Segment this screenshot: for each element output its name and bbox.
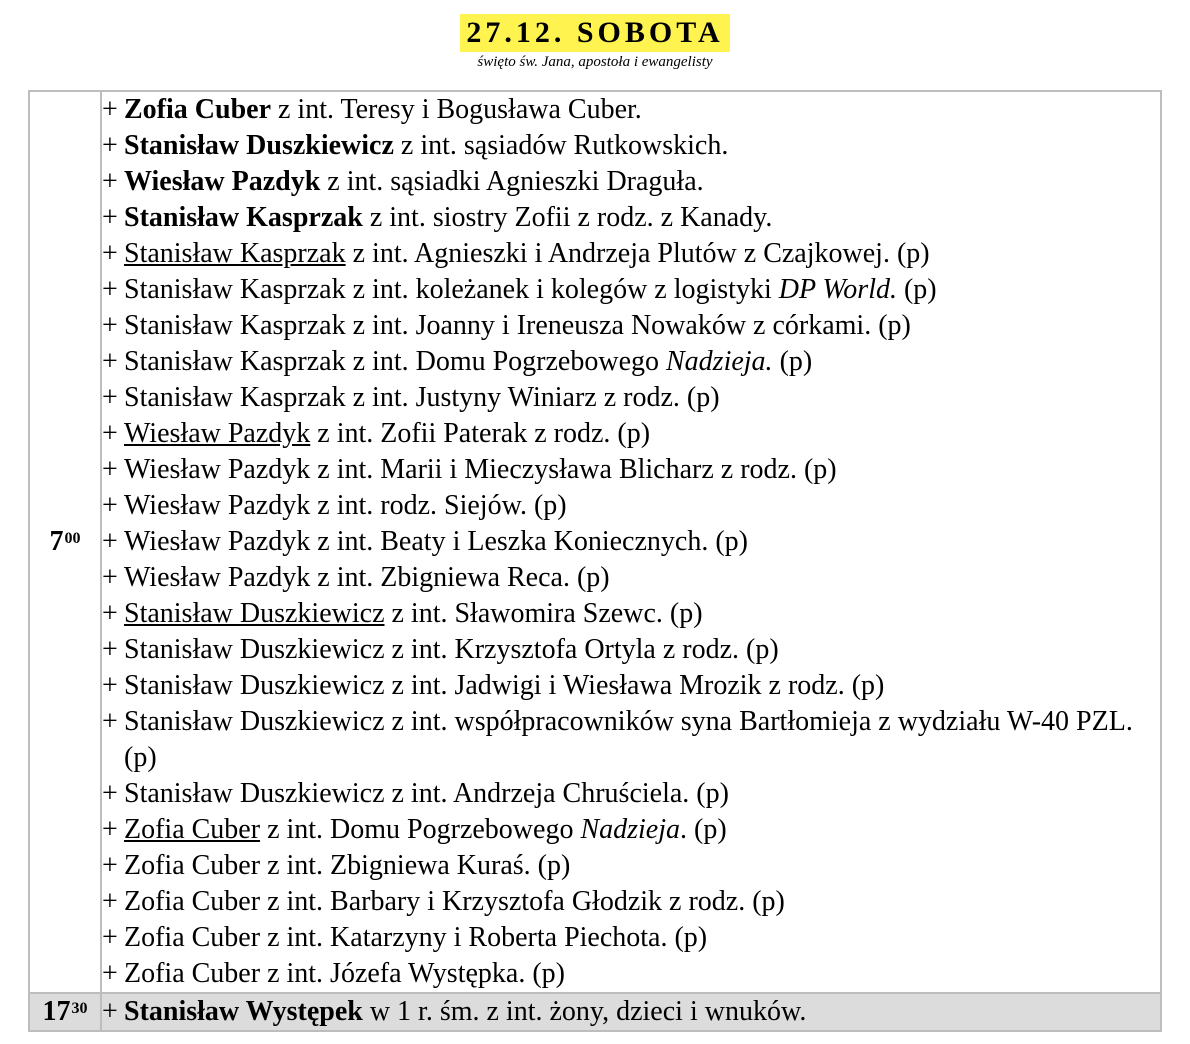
- intention-text: [124, 128, 1160, 164]
- intention-detail: z int. Beaty i Leszka Koniecznych. (p): [310, 526, 748, 557]
- deceased-name: Stanisław Kasprzak: [124, 346, 346, 377]
- deceased-name: Wiesław Pazdyk: [124, 454, 311, 485]
- intention-text: [124, 272, 1160, 308]
- intention-text: [124, 560, 1160, 596]
- deceased-name: Stanisław Występek: [124, 996, 363, 1027]
- cross-marker: +: [102, 670, 118, 701]
- cross-marker: +: [102, 778, 118, 809]
- intention-tail: (p): [896, 274, 937, 305]
- intention-detail: z int. Agnieszki i Andrzeja Plutów z Czajkowej. (p): [345, 238, 930, 269]
- cross-marker: +: [102, 886, 118, 917]
- cross-marker: +: [102, 814, 118, 845]
- deceased-name: Wiesław Pazdyk: [124, 166, 321, 197]
- intention-item: [102, 596, 1160, 632]
- intention-item: [102, 920, 1160, 956]
- cross-marker: +: [102, 526, 118, 557]
- deceased-name: Stanisław Duszkiewicz: [124, 670, 385, 701]
- intention-text: [124, 920, 1160, 956]
- intention-text: [124, 416, 1160, 452]
- intention-item: [102, 344, 1160, 380]
- page-subtitle: święto św. Jana, apostoła i ewangelisty: [477, 54, 713, 70]
- intention-item: [102, 848, 1160, 884]
- intention-text: [124, 704, 1160, 776]
- intention-detail: z int. Zbigniewa Kuraś. (p): [260, 850, 571, 881]
- page-title: 27.12. SOBOTA: [460, 14, 729, 52]
- intention-item: [102, 994, 1160, 1030]
- intention-item: [102, 200, 1160, 236]
- intention-item: [102, 560, 1160, 596]
- mass-schedule-table: [28, 90, 1162, 1032]
- cross-marker: +: [102, 996, 118, 1027]
- intention-detail: z int. Marii i Mieczysława Blicharz z rodz. (p): [310, 454, 837, 485]
- cross-marker: +: [102, 706, 118, 737]
- deceased-name: Wiesław Pazdyk: [124, 490, 311, 521]
- deceased-name: Zofia Cuber: [124, 886, 261, 917]
- intention-item: [102, 632, 1160, 668]
- intention-item: [102, 416, 1160, 452]
- deceased-name: Stanisław Kasprzak: [124, 202, 363, 233]
- intention-text: [124, 200, 1160, 236]
- cross-marker: +: [102, 598, 118, 629]
- italic-name: Nadzieja.: [666, 346, 773, 377]
- intention-detail: z int. Jadwigi i Wiesława Mrozik z rodz. (p): [384, 670, 885, 701]
- deceased-name: Stanisław Kasprzak: [124, 310, 346, 341]
- intention-text: [124, 524, 1160, 560]
- intention-text: [124, 632, 1160, 668]
- mass-time-hour: 7: [49, 526, 64, 557]
- deceased-name: Wiesław Pazdyk: [124, 418, 311, 449]
- intention-text: [124, 884, 1160, 920]
- intention-item: [102, 884, 1160, 920]
- intention-item: [102, 452, 1160, 488]
- intention-detail: z int. Teresy i Bogusława Cuber.: [271, 94, 642, 125]
- cross-marker: +: [102, 274, 118, 305]
- deceased-name: Stanisław Duszkiewicz: [124, 778, 385, 809]
- deceased-name: Zofia Cuber: [124, 958, 261, 989]
- cross-marker: +: [102, 130, 118, 161]
- mass-row: [29, 993, 1161, 1031]
- deceased-name: Wiesław Pazdyk: [124, 562, 311, 593]
- cross-marker: +: [102, 454, 118, 485]
- intention-detail: z int. Sławomira Szewc. (p): [384, 598, 703, 629]
- cross-marker: +: [102, 310, 118, 341]
- deceased-name: Stanisław Duszkiewicz: [124, 598, 385, 629]
- mass-row: [29, 91, 1161, 993]
- intention-item: [102, 164, 1160, 200]
- deceased-name: Wiesław Pazdyk: [124, 526, 311, 557]
- intention-text: [124, 452, 1160, 488]
- cross-marker: +: [102, 382, 118, 413]
- intention-tail: (p): [772, 346, 813, 377]
- deceased-name: Zofia Cuber: [124, 814, 261, 845]
- deceased-name: Zofia Cuber: [124, 922, 261, 953]
- intention-detail: z int. Justyny Winiarz z rodz. (p): [345, 382, 720, 413]
- intention-detail: z int. rodz. Siejów. (p): [310, 490, 567, 521]
- cross-marker: +: [102, 94, 118, 125]
- italic-name: Nadzieja: [580, 814, 681, 845]
- intention-detail: z int. Zbigniewa Reca. (p): [310, 562, 610, 593]
- intention-detail: z int. sąsiadów Rutkowskich.: [393, 130, 729, 161]
- intention-text: [124, 956, 1160, 992]
- intention-item: [102, 956, 1160, 992]
- intention-item: [102, 668, 1160, 704]
- deceased-name: Stanisław Kasprzak: [124, 274, 346, 305]
- intention-detail: z int. sąsiadki Agnieszki Draguła.: [320, 166, 704, 197]
- intention-detail: z int. Andrzeja Chruściela. (p): [384, 778, 729, 809]
- mass-time: [29, 993, 101, 1031]
- cross-marker: +: [102, 238, 118, 269]
- intention-text: [124, 488, 1160, 524]
- intention-detail: z int. Zofii Paterak z rodz. (p): [310, 418, 651, 449]
- intention-detail: z int. koleżanek i kolegów z logistyki: [345, 274, 779, 305]
- intention-item: [102, 92, 1160, 128]
- intention-item: [102, 236, 1160, 272]
- page-header: [0, 14, 1190, 71]
- mass-time: [29, 91, 101, 993]
- intention-text: [124, 668, 1160, 704]
- intention-text: [124, 92, 1160, 128]
- intention-detail: w 1 r. śm. z int. żony, dzieci i wnuków.: [362, 996, 807, 1027]
- intention-text: [124, 994, 1160, 1030]
- intention-detail: z int. siostry Zofii z rodz. z Kanady.: [362, 202, 773, 233]
- cross-marker: +: [102, 202, 118, 233]
- intention-item: [102, 272, 1160, 308]
- mass-time-minutes: 00: [64, 530, 81, 547]
- intention-item: [102, 812, 1160, 848]
- cross-marker: +: [102, 346, 118, 377]
- intention-text: [124, 344, 1160, 380]
- intention-tail: . (p): [680, 814, 727, 845]
- intention-detail: z int. współpracowników syna Bartłomieja z wydziału W-40 PZL. (p): [124, 706, 1140, 773]
- cross-marker: +: [102, 418, 118, 449]
- intention-text: [124, 848, 1160, 884]
- intention-text: [124, 308, 1160, 344]
- intention-detail: z int. Józefa Występka. (p): [260, 958, 565, 989]
- intention-text: [124, 380, 1160, 416]
- intention-item: [102, 704, 1160, 776]
- cross-marker: +: [102, 922, 118, 953]
- mass-time-minutes: 30: [71, 1000, 88, 1017]
- intention-detail: z int. Katarzyny i Roberta Piechota. (p): [260, 922, 708, 953]
- intention-text: [124, 812, 1160, 848]
- deceased-name: Zofia Cuber: [124, 94, 271, 125]
- intention-item: [102, 308, 1160, 344]
- intention-item: [102, 776, 1160, 812]
- cross-marker: +: [102, 562, 118, 593]
- cross-marker: +: [102, 634, 118, 665]
- intention-text: [124, 776, 1160, 812]
- intention-detail: z int. Domu Pogrzebowego: [260, 814, 581, 845]
- intention-list: [101, 993, 1161, 1031]
- italic-name: DP World.: [778, 274, 897, 305]
- deceased-name: Stanisław Duszkiewicz: [124, 706, 385, 737]
- intention-detail: z int. Domu Pogrzebowego: [345, 346, 666, 377]
- deceased-name: Stanisław Kasprzak: [124, 382, 346, 413]
- intention-item: [102, 488, 1160, 524]
- intention-item: [102, 128, 1160, 164]
- intention-item: [102, 524, 1160, 560]
- intention-detail: z int. Krzysztofa Ortyla z rodz. (p): [384, 634, 779, 665]
- intention-detail: z int. Barbary i Krzysztofa Głodzik z rodz. (p): [260, 886, 785, 917]
- intention-text: [124, 596, 1160, 632]
- deceased-name: Stanisław Duszkiewicz: [124, 130, 394, 161]
- intention-item: [102, 380, 1160, 416]
- deceased-name: Stanisław Kasprzak: [124, 238, 346, 269]
- cross-marker: +: [102, 958, 118, 989]
- intention-text: [124, 164, 1160, 200]
- intention-text: [124, 236, 1160, 272]
- cross-marker: +: [102, 850, 118, 881]
- deceased-name: Zofia Cuber: [124, 850, 261, 881]
- mass-time-hour: 17: [42, 996, 71, 1027]
- intention-list: [101, 91, 1161, 993]
- cross-marker: +: [102, 490, 118, 521]
- intention-detail: z int. Joanny i Ireneusza Nowaków z córkami. (p): [345, 310, 911, 341]
- cross-marker: +: [102, 166, 118, 197]
- deceased-name: Stanisław Duszkiewicz: [124, 634, 385, 665]
